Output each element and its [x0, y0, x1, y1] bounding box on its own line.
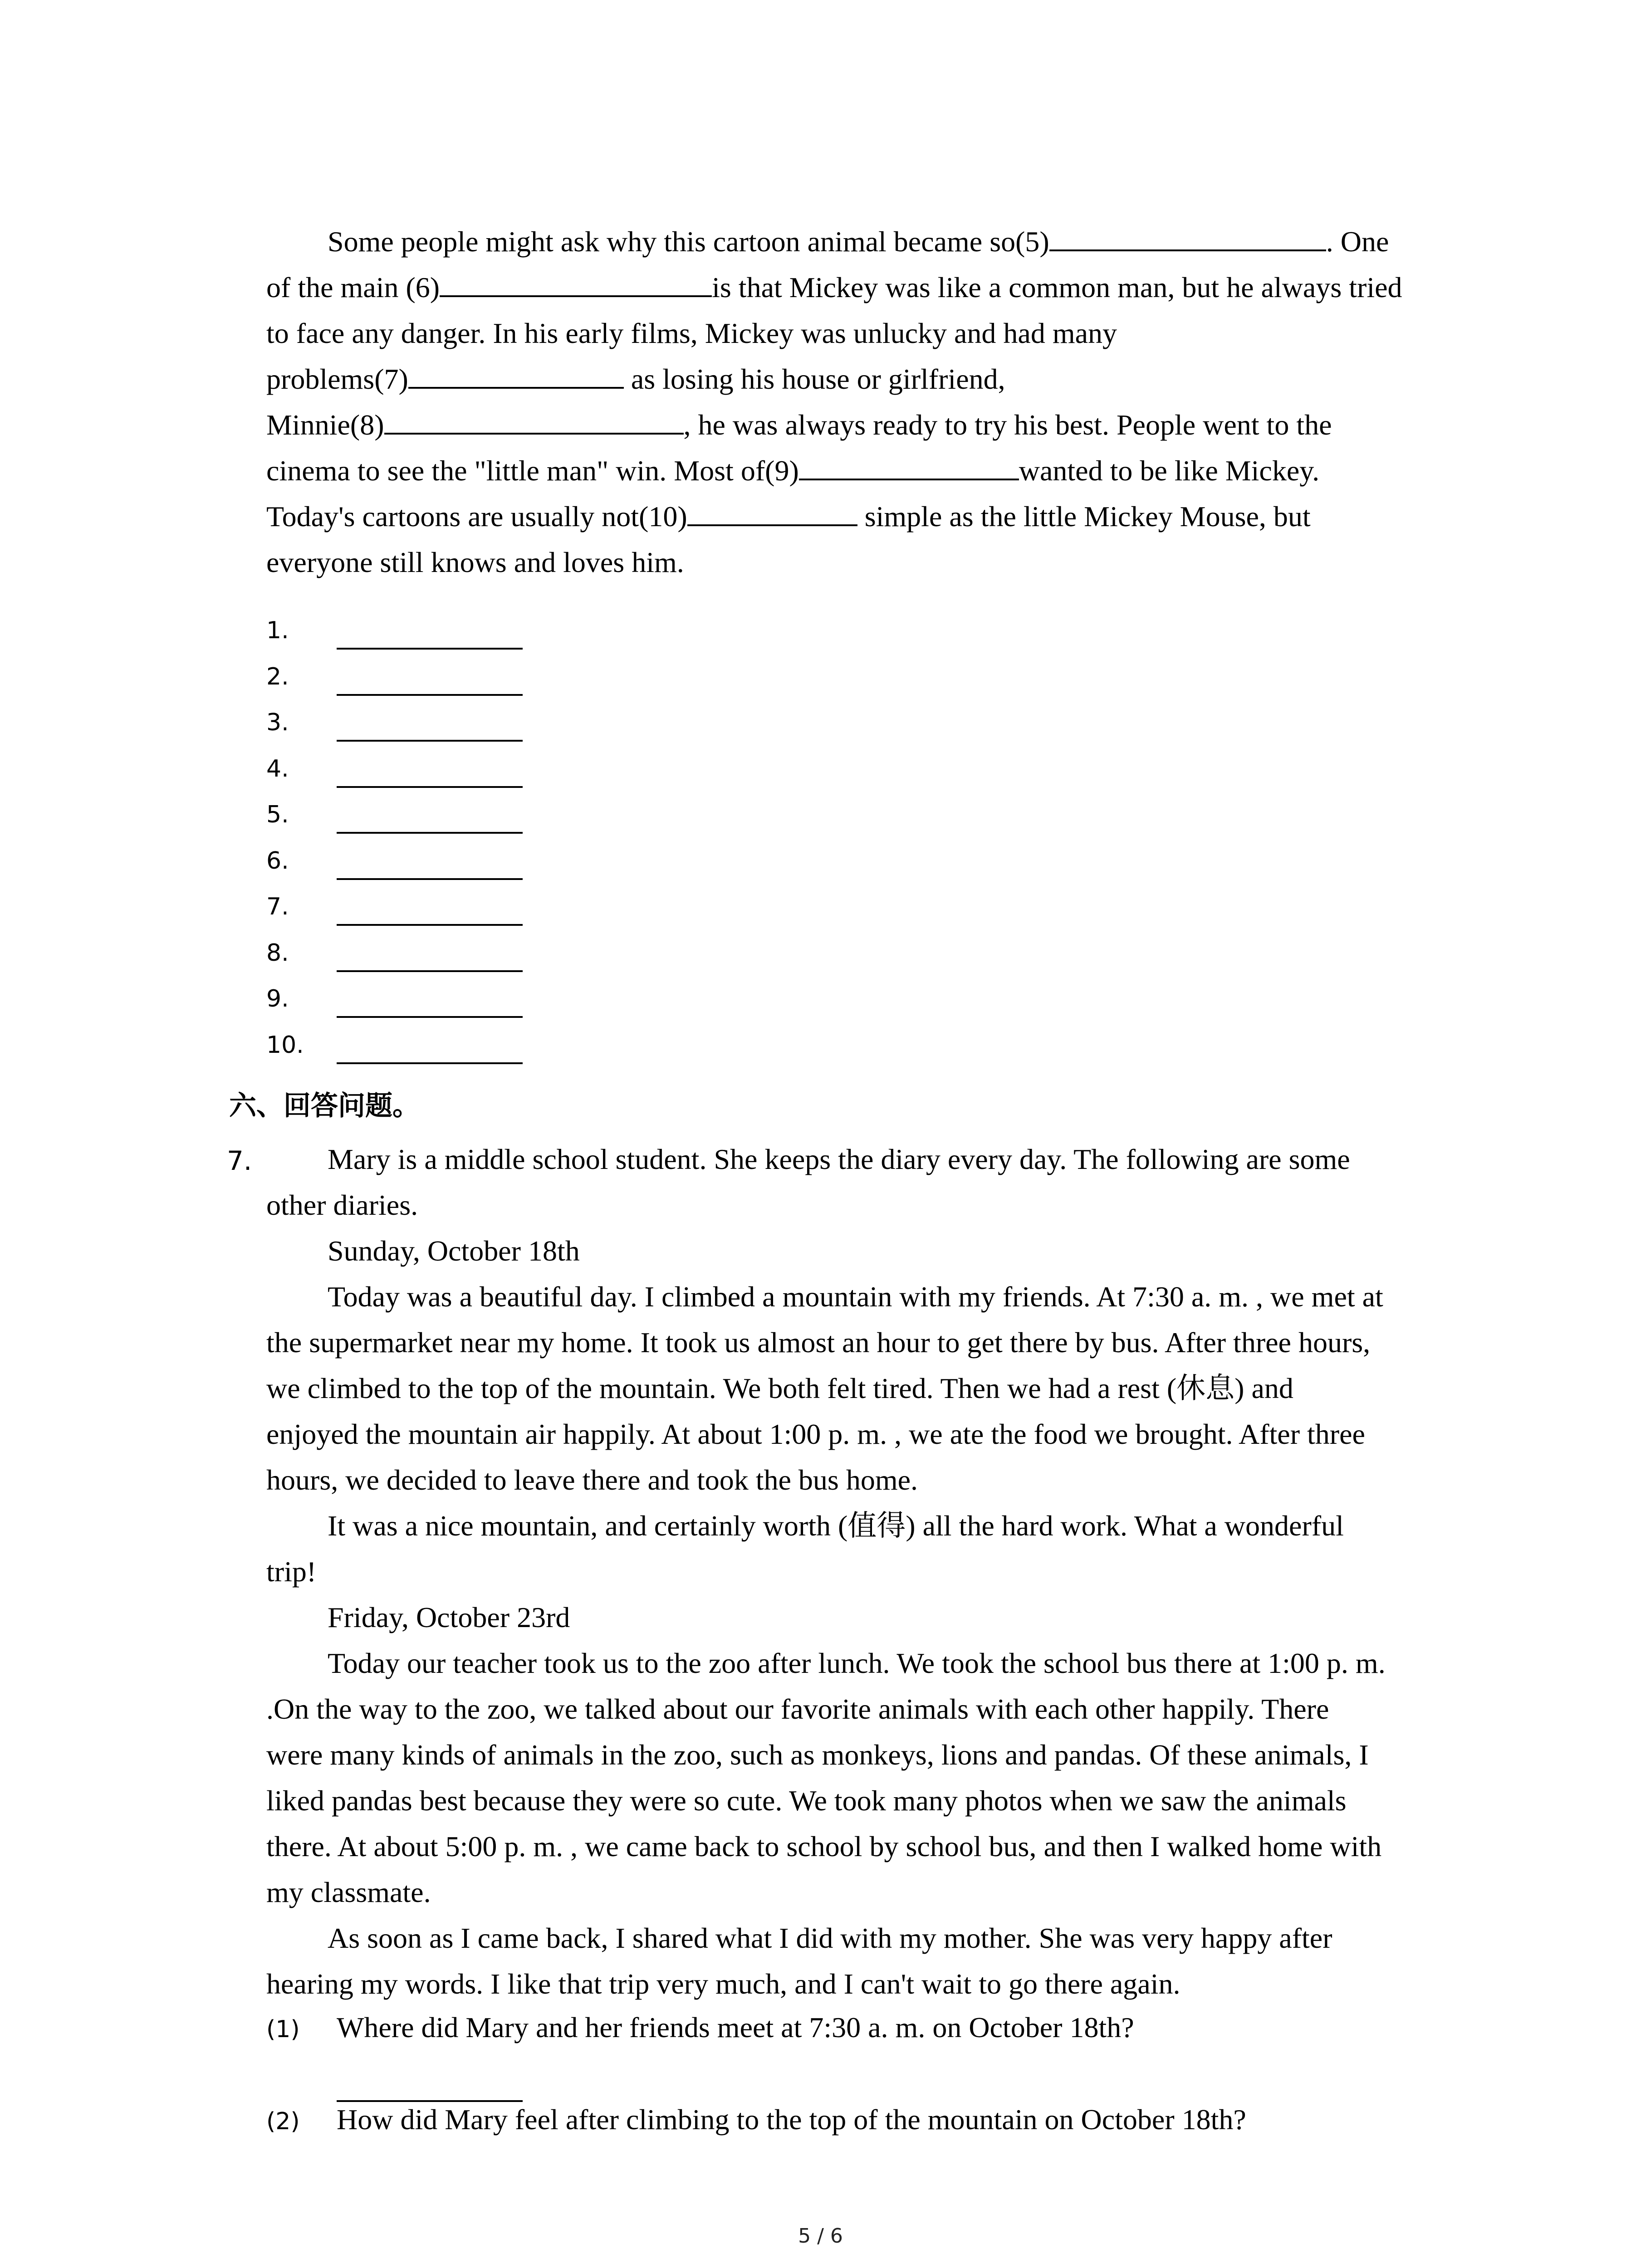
answer-number: 5.: [266, 801, 289, 828]
passage-line-2: of the main (6) is that Mickey was like a common man, but he always tried: [266, 264, 1464, 310]
answer-row: [266, 1023, 811, 1070]
passage-line-7: Today's cartoons are usually not(10) simple as the little Mickey Mouse, but: [266, 494, 1464, 539]
answer-list: [266, 609, 811, 1069]
section-heading: 六、回答问题。: [229, 1090, 420, 1122]
answer-line[interactable]: [337, 832, 523, 834]
diary-line: It was a nice mountain, and certainly worth (值得) all the hard work. What a wonderful: [328, 1510, 1344, 1542]
answer-number: 9.: [266, 985, 289, 1012]
diary-date-heading: Friday, October 23rd: [328, 1601, 570, 1633]
passage-line-1: Some people might ask why this cartoon animal became so(5) . One: [266, 219, 1464, 264]
diary-line: Today our teacher took us to the zoo after lunch. We took the school bus there at 1:00 p. m.: [328, 1647, 1386, 1679]
blank-7[interactable]: [408, 360, 624, 389]
answer-number: 3.: [266, 709, 289, 736]
page-number: 5 / 6: [798, 2224, 843, 2248]
answer-line[interactable]: [337, 648, 523, 650]
answer-line[interactable]: [337, 1062, 523, 1064]
diary-date-heading: Sunday, October 18th: [328, 1235, 580, 1267]
sub-question-number: (2): [266, 2108, 300, 2135]
diary-line: the supermarket near my home. It took us almost an hour to get there by bus. After three hours,: [266, 1326, 1371, 1359]
diary-line: hours, we decided to leave there and took the bus home.: [266, 1464, 918, 1496]
passage-line-4: problems(7) as losing his house or girlfriend,: [266, 356, 1464, 402]
answer-row: [266, 839, 811, 885]
sub-question-number: (1): [266, 2016, 300, 2043]
answer-row: [266, 747, 811, 793]
diary-line: we climbed to the top of the mountain. We both felt tired. Then we had a rest (休息) and: [266, 1372, 1293, 1404]
passage-line-5: Minnie(8) , he was always ready to try his best. People went to the: [266, 402, 1464, 448]
answer-row: [266, 701, 811, 747]
diary-line: Mary is a middle school student. She keeps the diary every day. The following are some: [328, 1143, 1350, 1175]
answer-line[interactable]: [337, 970, 523, 972]
blank-6[interactable]: [440, 268, 712, 297]
answer-line[interactable]: [337, 786, 523, 788]
sub-question-text: How did Mary feel after climbing to the top of the mountain on October 18th?: [337, 2103, 1246, 2136]
answer-line[interactable]: [337, 924, 523, 926]
answer-row: [266, 931, 811, 978]
sub-question-1: [266, 2007, 1469, 2050]
answer-line[interactable]: [337, 694, 523, 696]
answer-line[interactable]: [337, 1016, 523, 1018]
answer-line[interactable]: [337, 740, 523, 742]
answer-row: [266, 609, 811, 655]
question-number: 7.: [227, 1145, 252, 1176]
answer-number: 7.: [266, 893, 289, 920]
diary-line: hearing my words. I like that trip very much, and I can't wait to go there again.: [266, 1968, 1181, 2000]
passage-line-6: cinema to see the "little man" win. Most of(9) wanted to be like Mickey.: [266, 448, 1464, 494]
diary-line: my classmate.: [266, 1876, 431, 1908]
blank-10[interactable]: [687, 497, 857, 526]
cloze-passage: [266, 219, 1464, 585]
answer-number: 2.: [266, 663, 289, 690]
diary-line: As soon as I came back, I shared what I did with my mother. She was very happy after: [328, 1922, 1332, 1954]
diary-line: enjoyed the mountain air happily. At about 1:00 p. m. , we ate the food we brought. After three: [266, 1418, 1365, 1450]
blank-5[interactable]: [1049, 222, 1326, 251]
diary-line: Today was a beautiful day. I climbed a mountain with my friends. At 7:30 a. m. , we met at: [328, 1281, 1383, 1313]
answer-number: 8.: [266, 939, 289, 967]
answer-number: 10.: [266, 1031, 304, 1059]
diary-line: other diaries.: [266, 1189, 418, 1221]
blank-8[interactable]: [384, 406, 684, 435]
answer-row: [266, 793, 811, 839]
sub-question-text: Where did Mary and her friends meet at 7:30 a. m. on October 18th?: [337, 2011, 1134, 2043]
passage-line-8: everyone still knows and loves him.: [266, 546, 684, 578]
diary-passage: [266, 1136, 1464, 2007]
diary-line: there. At about 5:00 p. m. , we came back to school by school bus, and then I walked home with: [266, 1830, 1382, 1862]
sub-question-2: [266, 2099, 1469, 2142]
diary-line: liked pandas best because they were so cute. We took many photos when we saw the animals: [266, 1784, 1347, 1817]
answer-row: [266, 977, 811, 1023]
answer-row: [266, 655, 811, 701]
answer-number: 1.: [266, 617, 289, 644]
blank-9[interactable]: [799, 451, 1019, 480]
answer-number: 4.: [266, 755, 289, 782]
diary-line: were many kinds of animals in the zoo, such as monkeys, lions and pandas. Of these animals, I: [266, 1739, 1369, 1771]
answer-number: 6.: [266, 847, 289, 875]
answer-line[interactable]: [337, 878, 523, 880]
passage-line-3: to face any danger. In his early films, Mickey was unlucky and had many: [266, 317, 1117, 349]
diary-line: trip!: [266, 1555, 317, 1588]
answer-row: [266, 885, 811, 931]
diary-line: .On the way to the zoo, we talked about our favorite animals with each other happily. There: [266, 1693, 1329, 1725]
